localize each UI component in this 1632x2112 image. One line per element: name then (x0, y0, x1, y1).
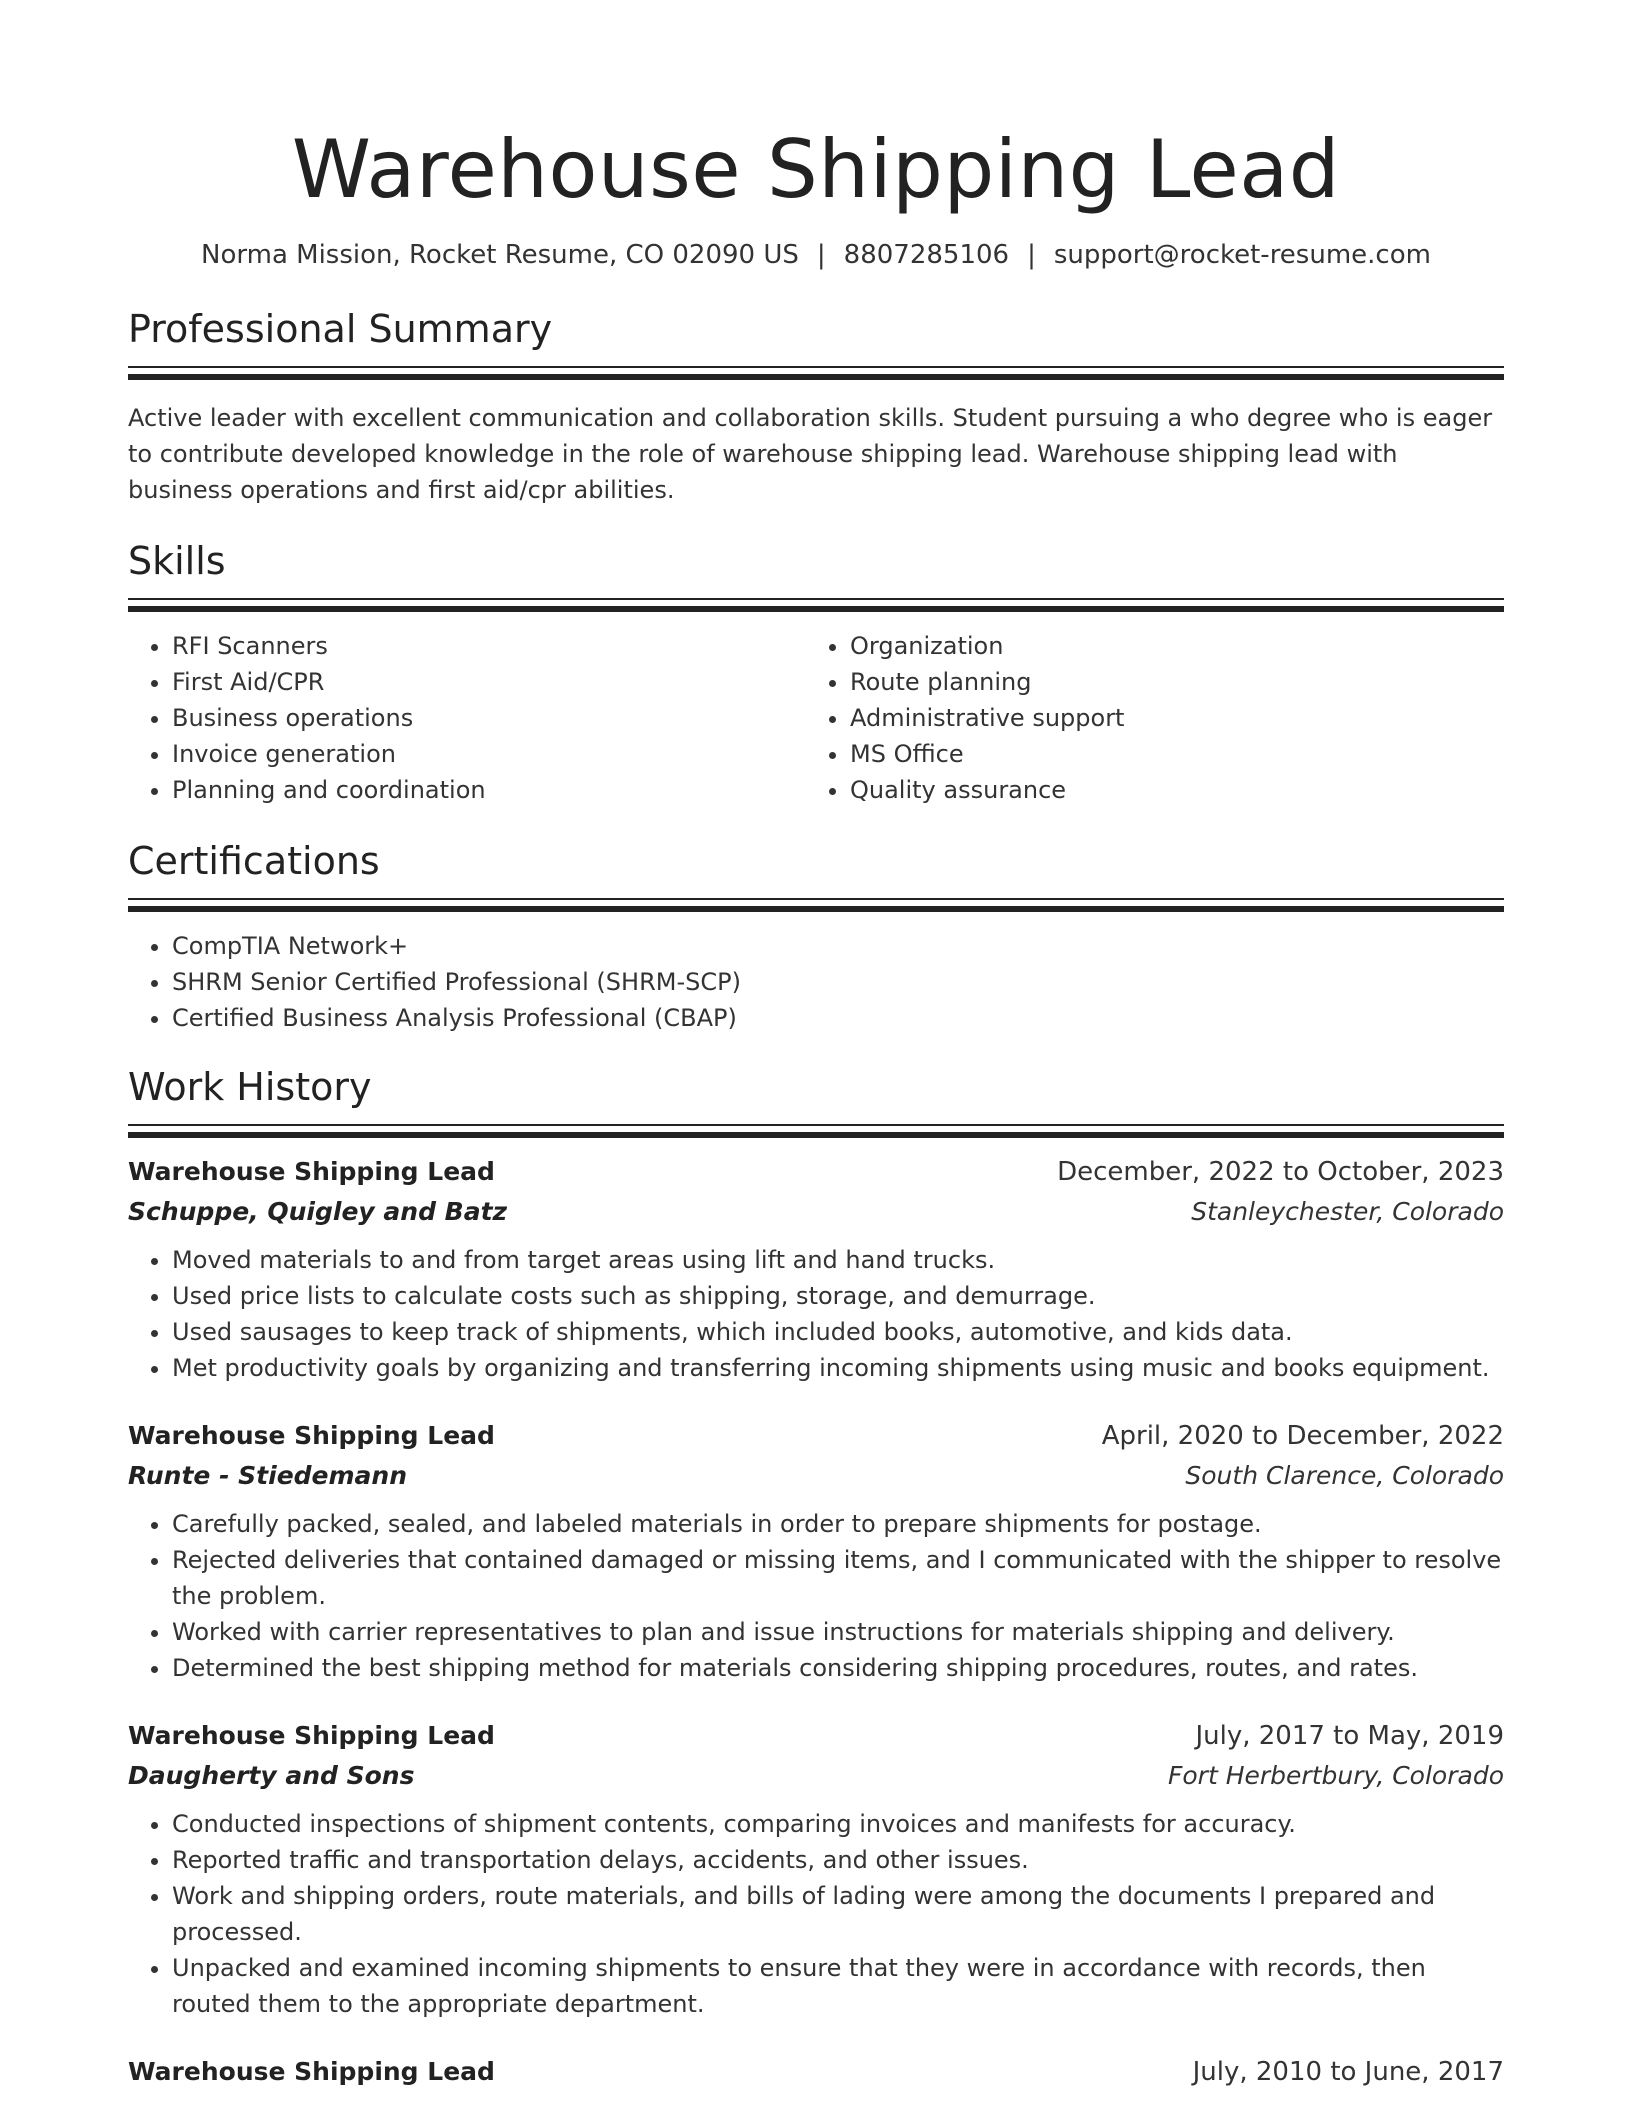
job-duty: • Worked with carrier representatives to plan and issue instructions for materials shipping and delivery. (172, 1614, 1504, 1650)
section-heading-skills: Skills (128, 539, 226, 583)
job-duties (128, 1506, 1504, 1686)
section-heading-work-history: Work History (128, 1065, 372, 1109)
job-entry (128, 1416, 1504, 1686)
certifications-section (128, 838, 1504, 1036)
skill-item: • Business operations (172, 700, 806, 736)
job-company: Runte - Stiedemann (128, 1461, 408, 1490)
job-location: South Clarence, Colorado (1185, 1461, 1504, 1490)
skill-item: • Administrative support (850, 700, 1504, 736)
summary-text: Active leader with excellent communication and collaboration skills. Student pursuing a who degree who is eager to contribute developed knowledge in the role of warehouse shipping lead. Warehouse shipping lead with business operations and first aid/cpr abilities. (128, 404, 1493, 504)
section-divider (128, 366, 1504, 380)
skills-list-left (128, 628, 806, 808)
certification-item: • Certified Business Analysis Professional (CBAP) (172, 1000, 1504, 1036)
skill-item: • Organization (850, 628, 1504, 664)
contact-address: Norma Mission, Rocket Resume, CO 02090 US (201, 240, 799, 270)
skill-item: • Route planning (850, 664, 1504, 700)
job-location: Fort Herbertbury, Colorado (1168, 1761, 1504, 1790)
contact-line (128, 238, 1504, 272)
section-heading-summary: Professional Summary (128, 307, 553, 351)
job-entry (128, 1716, 1504, 2022)
job-duty: • Rejected deliveries that contained damaged or missing items, and I communicated with the shipper to resolve the problem. (172, 1542, 1504, 1614)
job-company: Schuppe, Quigley and Batz (128, 1197, 508, 1226)
certification-item: • CompTIA Network+ (172, 928, 1504, 964)
contact-phone: 8807285106 (843, 240, 1010, 270)
section-divider (128, 1124, 1504, 1138)
job-duty: • Determined the best shipping method for materials considering shipping procedures, routes, and rates. (172, 1650, 1504, 1686)
skill-item: • First Aid/CPR (172, 664, 806, 700)
job-duty: • Conducted inspections of shipment contents, comparing invoices and manifests for accuracy. (172, 1806, 1504, 1842)
job-location: Stanleychester, Colorado (1191, 1197, 1504, 1226)
job-title: Warehouse Shipping Lead (128, 1157, 495, 1186)
certification-item: • SHRM Senior Certified Professional (SHRM-SCP) (172, 964, 1504, 1000)
job-dates: April, 2020 to December, 2022 (1101, 1421, 1504, 1451)
section-divider (128, 898, 1504, 912)
job-entry (128, 1152, 1504, 1386)
job-dates: July, 2010 to June, 2017 (1192, 2057, 1504, 2087)
skill-item: • Invoice generation (172, 736, 806, 772)
skill-item: • Planning and coordination (172, 772, 806, 808)
section-divider (128, 598, 1504, 612)
job-duty: • Unpacked and examined incoming shipments to ensure that they were in accordance with records, then routed them to the appropriate department. (172, 1950, 1504, 2022)
section-heading-certifications: Certifications (128, 839, 380, 883)
skills-list-right (806, 628, 1504, 808)
job-duty: • Used sausages to keep track of shipments, which included books, automotive, and kids data. (172, 1314, 1504, 1350)
certifications-list (128, 928, 1504, 1036)
job-title: Warehouse Shipping Lead (128, 2057, 495, 2086)
contact-separator: | (816, 240, 826, 270)
resume-page (128, 0, 1504, 2092)
skills-section (128, 538, 1504, 808)
job-duties (128, 1806, 1504, 2022)
job-duty: • Met productivity goals by organizing and transferring incoming shipments using music and books equipment. (172, 1350, 1504, 1386)
job-duty: • Reported traffic and transportation delays, accidents, and other issues. (172, 1842, 1504, 1878)
skills-grid (128, 628, 1504, 808)
skill-item: • RFI Scanners (172, 628, 806, 664)
job-duty: • Moved materials to and from target areas using lift and hand trucks. (172, 1242, 1504, 1278)
job-dates: July, 2017 to May, 2019 (1195, 1721, 1504, 1751)
resume-title: Warehouse Shipping Lead (291, 123, 1341, 216)
job-duty: • Used price lists to calculate costs such as shipping, storage, and demurrage. (172, 1278, 1504, 1314)
job-company: Daugherty and Sons (128, 1761, 415, 1790)
job-entry (128, 2052, 1504, 2092)
job-title: Warehouse Shipping Lead (128, 1721, 495, 1750)
skill-item: • MS Office (850, 736, 1504, 772)
work-history-section (128, 1064, 1504, 2092)
contact-separator: | (1027, 240, 1036, 270)
job-dates: December, 2022 to October, 2023 (1057, 1157, 1504, 1187)
skill-item: • Quality assurance (850, 772, 1504, 808)
job-duties (128, 1242, 1504, 1386)
contact-email: support@rocket-resume.com (1053, 240, 1431, 270)
job-duty: • Carefully packed, sealed, and labeled materials in order to prepare shipments for postage. (172, 1506, 1504, 1542)
summary-section (128, 306, 1504, 508)
job-duty: • Work and shipping orders, route materials, and bills of lading were among the documents I prepared and processed. (172, 1878, 1504, 1950)
job-title: Warehouse Shipping Lead (128, 1421, 495, 1450)
